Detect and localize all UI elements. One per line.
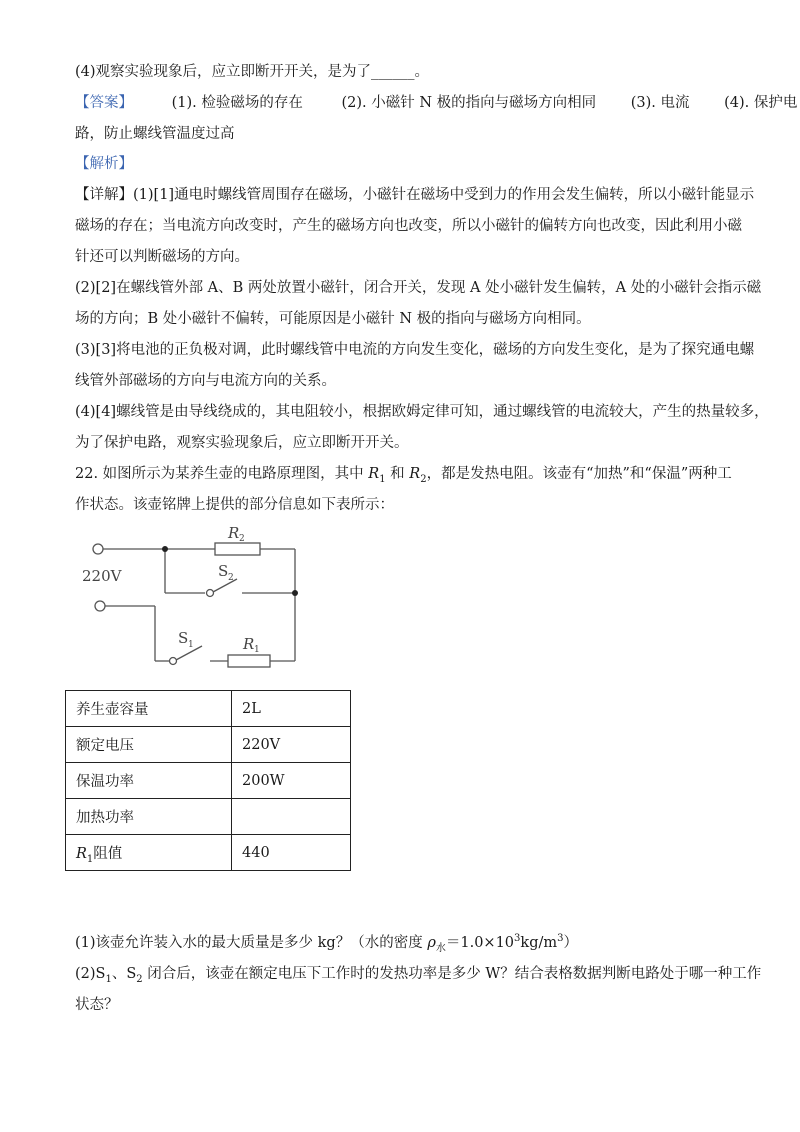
q22-line-1	[75, 463, 732, 487]
switch-s1-contact-left	[170, 658, 177, 665]
answer-item-2: (2). 小磁针 N 极的指向与磁场方向相同	[341, 95, 597, 111]
sq2-text-b: 、S	[111, 966, 137, 982]
answer-item-3: (3). 电流	[630, 95, 690, 111]
s2-label-sub: 2	[228, 573, 234, 583]
sq1-sup-2: 3	[557, 933, 564, 944]
r1-label-sub: 1	[254, 645, 260, 655]
label-text: 阻值	[93, 846, 123, 862]
answer-line-2: 路，防止螺线管温度过高	[75, 126, 235, 142]
sub-question-2-line-2: 状态？	[75, 997, 119, 1013]
analysis-line: 【详解】(1)[1]通电时螺线管周围存在磁场，小磁针在磁场中受到力的作用会发生偏转，所以小磁针能显示	[75, 187, 755, 203]
switch-s2-contact-left	[207, 590, 214, 597]
analysis-line: 磁场的存在；当电流方向改变时，产生的磁场方向也改变，所以小磁针的偏转方向也改变，因此利用小磁	[75, 218, 742, 234]
r1-symbol: R	[368, 466, 380, 482]
sub-question-2	[75, 963, 761, 987]
answer-blank: ______	[371, 64, 415, 80]
terminal-top	[93, 544, 103, 554]
terminal-bottom	[95, 601, 105, 611]
analysis-line: 为了保护电路，观察实验现象后，应立即断开开关。	[75, 435, 409, 451]
q21-part4-end: 。	[414, 64, 430, 80]
table-cell-value: 200W	[232, 763, 351, 799]
r1-label: R	[243, 635, 255, 653]
r1-symbol: R	[76, 846, 87, 862]
voltage-label: 220V	[82, 567, 122, 585]
circuit-diagram	[70, 520, 320, 680]
table-cell-value: 440	[232, 835, 351, 871]
table-cell-label: 养生壶容量	[66, 691, 232, 727]
table-cell-value: 220V	[232, 727, 351, 763]
q22-and: 和	[385, 466, 410, 482]
answer-item-1: (1). 检验磁场的存在	[171, 95, 303, 111]
table-row	[66, 727, 351, 763]
analysis-tag: 【解析】	[75, 156, 133, 172]
s1-subscript: 1	[105, 974, 112, 985]
table-cell-label: 保温功率	[66, 763, 232, 799]
table-row	[66, 691, 351, 727]
q22-text-b: ，都是发热电阻。该壶有“加热”和“保温”两种工	[426, 466, 732, 482]
resistor-r1	[228, 655, 270, 667]
rho-symbol: ρ	[427, 935, 436, 951]
analysis-line: (4)[4]螺线管是由导线绕成的，其电阻较小，根据欧姆定律可知，通过螺线管的电流较大，产生的热量较多，	[75, 404, 769, 420]
analysis-line: (2)[2]在螺线管外部 A、B 两处放置小磁针，闭合开关，发现 A 处小磁针发生偏转，A 处的小磁针会指示磁	[75, 280, 762, 296]
q22-line-2: 作状态。该壶铭牌上提供的部分信息如下表所示：	[75, 497, 394, 513]
answer-line	[75, 92, 797, 114]
resistor-r2	[215, 543, 260, 555]
rho-subscript: 水	[435, 943, 446, 954]
sq1-text-a: (1)该壶允许装入水的最大质量是多少 kg？（水的密度	[75, 935, 428, 951]
sq2-text-c: 闭合后，该壶在额定电压下工作时的发热功率是多少 W？结合表格数据判断电路处于哪一种工作	[142, 966, 762, 982]
q21-part4-text: (4)观察实验现象后，应立即断开开关，是为了	[75, 64, 372, 80]
r2-label-sub: 2	[239, 534, 245, 544]
r2-label: R	[228, 524, 240, 542]
sq2-text-a: (2)S	[75, 966, 106, 982]
sq1-text-c: kg/m	[520, 935, 558, 951]
table-cell-label	[66, 835, 232, 871]
r1-subscript: 1	[86, 854, 94, 865]
analysis-line: 场的方向；B 处小磁针不偏转，可能原因是小磁针 N 极的指向与磁场方向相同。	[75, 311, 591, 327]
s1-label: S	[178, 629, 189, 647]
sub-question-1	[75, 932, 578, 956]
analysis-line: 针还可以判断磁场的方向。	[75, 249, 249, 265]
s1-label-sub: 1	[188, 640, 194, 650]
r2-subscript: 2	[420, 474, 427, 485]
answer-item-4: (4). 保护电	[724, 95, 798, 111]
sq1-text-b: ＝1.0×10	[445, 935, 515, 951]
table-cell-label: 额定电压	[66, 727, 232, 763]
s2-subscript: 2	[136, 974, 143, 985]
junction-dot-right	[292, 590, 298, 596]
spec-table	[65, 690, 351, 871]
q22-text-a: 22. 如图所示为某养生壶的电路原理图，其中	[75, 466, 369, 482]
analysis-line: 线管外部磁场的方向与电流方向的关系。	[75, 373, 336, 389]
r1-subscript: 1	[379, 474, 386, 485]
r2-symbol: R	[409, 466, 421, 482]
q21-part4	[75, 61, 429, 83]
table-cell-value: 2L	[232, 691, 351, 727]
junction-dot-left	[162, 546, 168, 552]
table-row	[66, 763, 351, 799]
table-cell-value	[232, 799, 351, 835]
answer-tag: 【答案】	[75, 95, 133, 111]
s2-label: S	[218, 562, 229, 580]
table-cell-label: 加热功率	[66, 799, 232, 835]
sq1-text-d: ）	[563, 935, 578, 951]
analysis-line: (3)[3]将电池的正负极对调，此时螺线管中电流的方向发生变化，磁场的方向发生变化，是为了探究通电螺	[75, 342, 755, 358]
table-row	[66, 799, 351, 835]
table-row	[66, 835, 351, 871]
sq1-sup: 3	[514, 933, 521, 944]
